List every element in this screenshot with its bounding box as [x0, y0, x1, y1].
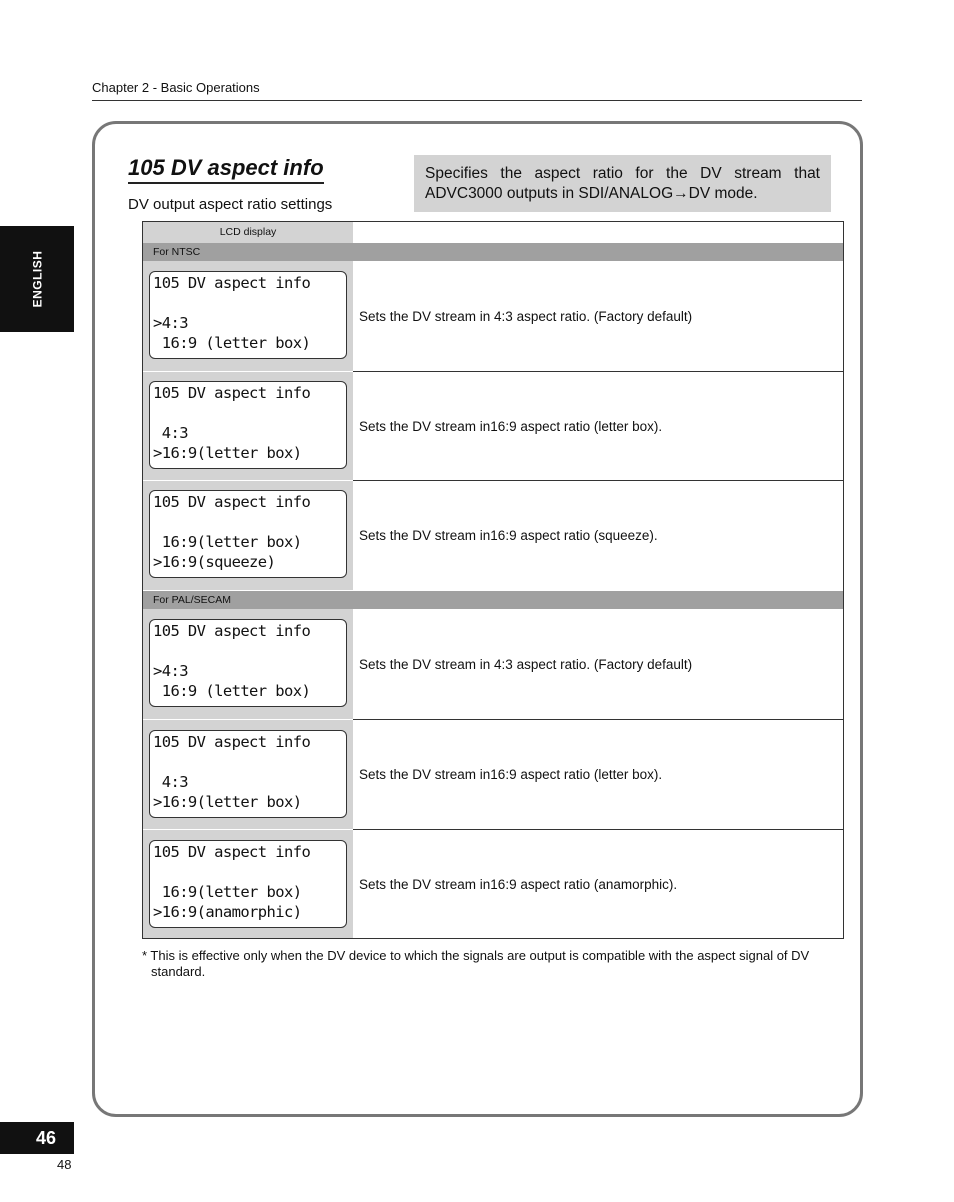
- lcd-line: >4:3: [153, 662, 188, 680]
- lcd-line: >16:9(letter box): [153, 793, 302, 811]
- lcd-line: 16:9 (letter box): [153, 334, 311, 352]
- page-number: 46: [0, 1122, 74, 1154]
- group-header-ntsc: For NTSC: [143, 243, 843, 261]
- header-rule: [92, 100, 862, 101]
- description-cell: Sets the DV stream in16:9 aspect ratio (letter box).: [359, 767, 663, 782]
- description-cell: Sets the DV stream in16:9 aspect ratio (letter box).: [359, 418, 663, 434]
- lcd-line: [153, 403, 346, 423]
- lcd-line: >4:3: [153, 314, 188, 332]
- footnote: * This is effective only when the DV device to which the signals are output is compatible with the aspect signal of DV standard.: [142, 948, 810, 979]
- lcd-line: 4:3: [153, 773, 188, 791]
- lcd-line: [153, 512, 346, 532]
- lcd-line: 105 DV aspect info: [153, 843, 311, 861]
- table-row: [143, 372, 843, 480]
- lcd-line: [153, 293, 346, 313]
- table-row: [143, 720, 843, 829]
- lcd-line: >16:9(squeeze): [153, 553, 276, 571]
- lcd-line: 16:9(letter box): [153, 533, 302, 551]
- lcd-display: [149, 490, 347, 578]
- lcd-line: [153, 641, 346, 661]
- lcd-display: [149, 840, 347, 928]
- lcd-column-header: LCD display: [143, 222, 353, 243]
- lcd-line: 105 DV aspect info: [153, 384, 311, 402]
- language-tab: [0, 226, 74, 332]
- lcd-cell: [143, 830, 353, 938]
- lcd-display: [149, 619, 347, 707]
- lcd-line: 16:9(letter box): [153, 883, 302, 901]
- lcd-display: [149, 271, 347, 359]
- lcd-line: 105 DV aspect info: [153, 622, 311, 640]
- lcd-display: [149, 381, 347, 469]
- language-tab-label: ENGLISH: [30, 250, 44, 308]
- sub-page-number: 48: [57, 1157, 72, 1172]
- description-cell: Sets the DV stream in 4:3 aspect ratio. (Factory default): [359, 656, 693, 672]
- section-title: 105 DV aspect info: [128, 155, 324, 184]
- lcd-line: [153, 862, 346, 882]
- lcd-line: >16:9(letter box): [153, 444, 302, 462]
- lcd-display: [149, 730, 347, 818]
- lcd-line: 105 DV aspect info: [153, 733, 311, 751]
- lcd-cell: [143, 372, 353, 480]
- table-header-row: [143, 222, 843, 243]
- description-cell: Sets the DV stream in16:9 aspect ratio (squeeze).: [359, 528, 658, 543]
- lcd-cell: [143, 609, 353, 719]
- description-box: Specifies the aspect ratio for the DV stream that ADVC3000 outputs in SDI/ANALOG→DV mode.: [414, 155, 831, 212]
- description-cell: Sets the DV stream in16:9 aspect ratio (anamorphic).: [359, 876, 678, 892]
- group-header-pal-secam: For PAL/SECAM: [143, 591, 843, 609]
- lcd-line: >16:9(anamorphic): [153, 903, 302, 921]
- table-row: [143, 609, 843, 719]
- table-row: [143, 830, 843, 938]
- section-subtitle: DV output aspect ratio settings: [128, 196, 333, 213]
- description-cell: Sets the DV stream in 4:3 aspect ratio. (Factory default): [359, 308, 693, 324]
- lcd-line: 105 DV aspect info: [153, 274, 311, 292]
- lcd-line: 16:9 (letter box): [153, 682, 311, 700]
- table-row: [143, 481, 843, 590]
- lcd-line: 105 DV aspect info: [153, 493, 311, 511]
- chapter-heading: Chapter 2 - Basic Operations: [92, 80, 260, 95]
- lcd-cell: [143, 261, 353, 371]
- lcd-cell: [143, 720, 353, 829]
- lcd-cell: [143, 481, 353, 590]
- lcd-line: [153, 752, 346, 772]
- table-row: [143, 261, 843, 371]
- lcd-line: 4:3: [153, 424, 188, 442]
- settings-table: [142, 221, 844, 939]
